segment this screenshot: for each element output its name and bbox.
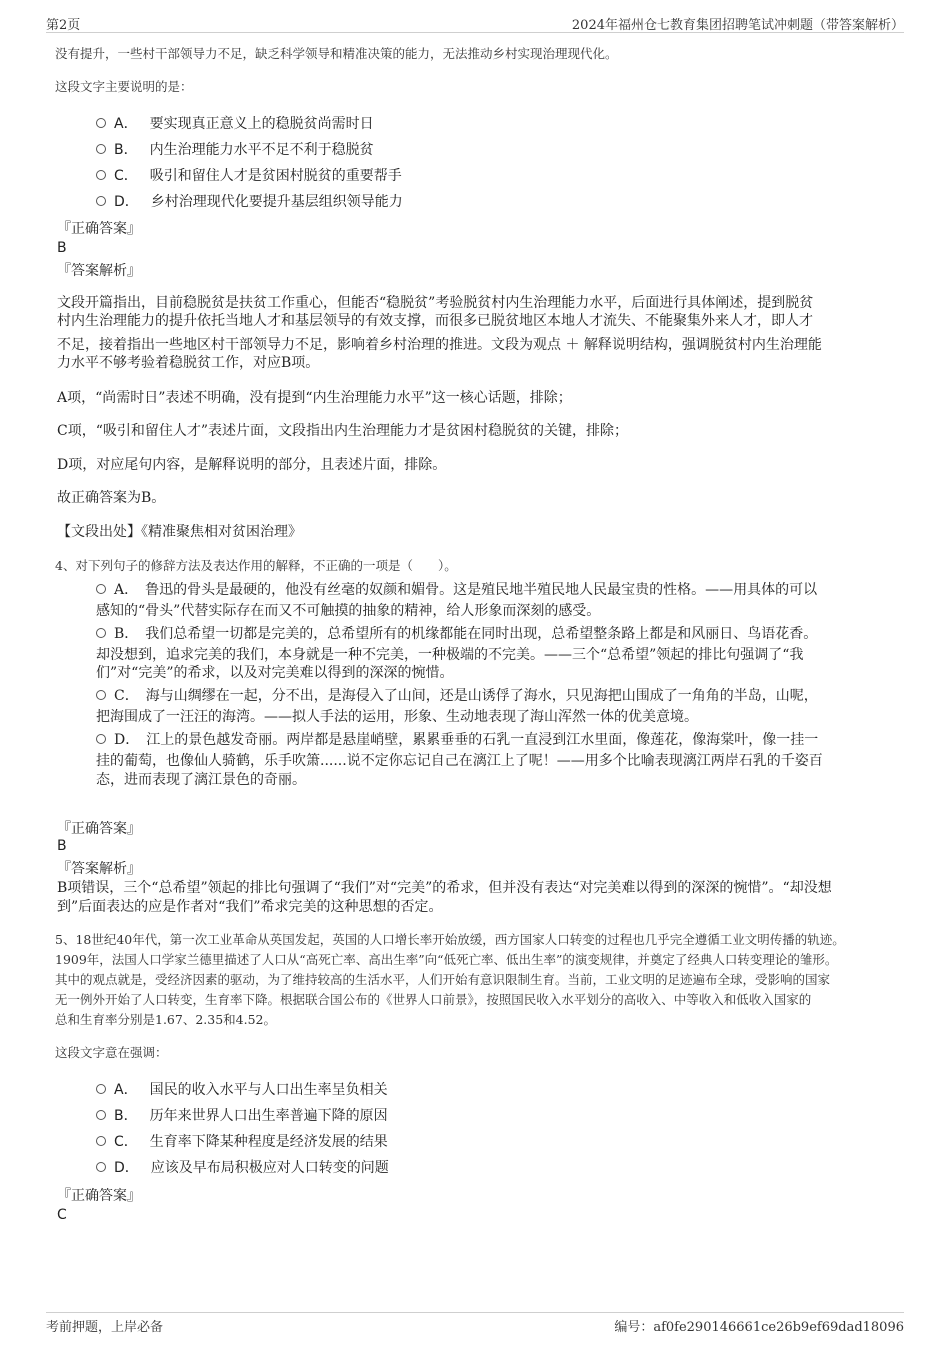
q3-option-d[interactable]: D． 乡村治理现代化要提升基层组织领导能力	[96, 192, 403, 213]
q3-option-c[interactable]: C． 吸引和留住人才是贫困村脱贫的重要帮手	[96, 166, 402, 187]
q5-option-a[interactable]: A． 国民的收入水平与人口出生率呈负相关	[96, 1080, 388, 1101]
q4-option-c-line2: 把海围成了一汪汪的海湾。——拟人手法的运用，形象、生动地表现了海山浑然一体的优美意境。	[96, 709, 698, 725]
q4-option-a[interactable]: A． 鲁迅的骨头是最硬的，他没有丝毫的奴颜和媚骨。这是殖民地半殖民地人民最宝贵的性格。——用具体的可以	[96, 580, 896, 601]
q4-option-b-line3: 们”对“完美”的希求，以及对完美难以得到的深深的惋惜。	[96, 665, 454, 681]
radio-icon[interactable]	[96, 170, 106, 180]
q4-option-d[interactable]: D． 江上的景色越发奇丽。两岸都是悬崖峭壁，累累垂垂的石乳一直浸到江水里面，像莲花，像海棠叶，像一挂一	[96, 730, 896, 751]
q4-option-a-line2: 感知的“骨头”代替实际存在而又不可触摸的抽象的精神，给人形象而深刻的感受。	[96, 603, 601, 619]
analysis-conclusion: 故正确答案为B。	[57, 490, 166, 506]
passage-source: 【文段出处】《精准聚焦相对贫困治理》	[57, 524, 302, 540]
page-number: 第2页	[46, 18, 81, 33]
page-footer	[46, 1312, 904, 1335]
analysis-option-a: A项，“尚需时日”表述不明确，没有提到“内生治理能力水平”这一核心话题，排除；	[57, 390, 572, 406]
q4-option-b[interactable]: B． 我们总希望一切都是完美的，总希望所有的机缘都能在同时出现，总希望整条路上都是和风丽日、鸟语花香。	[96, 624, 896, 645]
answer-value: B	[57, 838, 67, 854]
radio-icon[interactable]	[96, 1110, 106, 1120]
question-prompt: 这段文字主要说明的是：	[55, 79, 193, 94]
question-prompt: 这段文字意在强调：	[55, 1045, 168, 1060]
question-stem-line: 无一例外开始了人口转变，生育率下降。根据联合国公布的《世界人口前景》，按照国民收入水平划分的高收入、中等收入和低收入国家的	[55, 992, 812, 1007]
q4-option-c[interactable]: C． 海与山绸缪在一起，分不出，是海侵入了山间，还是山诱俘了海水，只见海把山围成了一角角的半岛，山呢，	[96, 686, 896, 707]
analysis-label: 『答案解析』	[57, 263, 141, 279]
document-code: 编号：af0fe290146661ce26b9ef69dad18096	[614, 1320, 904, 1335]
answer-value: C	[57, 1207, 67, 1223]
radio-icon[interactable]	[96, 584, 106, 594]
radio-icon[interactable]	[96, 1162, 106, 1172]
analysis-label: 『答案解析』	[57, 861, 141, 877]
question-stem-line: 其中的观点就是，受经济因素的驱动，为了维持较高的生活水平，人们开始有意识限制生育。当前，工业文明的足迹遍布全球，受影响的国家	[55, 972, 831, 987]
answer-label: 『正确答案』	[57, 221, 141, 237]
analysis-line: 文段开篇指出，目前稳脱贫是扶贫工作重心，但能否“稳脱贫”考验脱贫村内生治理能力水平，后面进行具体阐述，提到脱贫	[57, 295, 814, 311]
question-stem: 4、对下列句子的修辞方法及表达作用的解释，不正确的一项是（ ）。	[55, 558, 457, 573]
document-title: 2024年福州仓七教育集团招聘笔试冲刺题（带答案解析）	[571, 18, 904, 33]
answer-value: B	[57, 240, 67, 256]
q4-option-d-line2: 挂的葡萄，也像仙人骑鹤，乐手吹箫......说不定你忘记自己在漓江上了呢！——用多个比喻表现漓江两岸石乳的千姿百	[96, 753, 823, 769]
q4-option-b-line2: 却没想到，追求完美的我们，本身就是一种不完美，一种极端的不完美。——三个“总希望”领起的排比句强调了“我	[96, 647, 804, 663]
analysis-option-c: C项，“吸引和留住人才”表述片面，文段指出内生治理能力才是贫困村稳脱贫的关键，排除；	[57, 423, 629, 439]
question-stem-line: 总和生育率分别是1.67、2.35和4.52。	[55, 1012, 276, 1027]
question-stem-line: 5、18世纪40年代，第一次工业革命从英国发起，英国的人口增长率开始放缓，西方国家人口转变的过程也几乎完全遵循工业文明传播的轨迹。	[55, 932, 845, 947]
answer-label: 『正确答案』	[57, 1188, 141, 1204]
analysis-line: B项错误，三个“总希望”领起的排比句强调了“我们”对“完美”的希求，但并没有表达“对完美难以得到的深深的惋惜”。“却没想	[57, 880, 832, 896]
page-header	[46, 14, 904, 33]
radio-icon[interactable]	[96, 734, 106, 744]
radio-icon[interactable]	[96, 1084, 106, 1094]
q5-option-b[interactable]: B． 历年来世界人口出生率普遍下降的原因	[96, 1106, 388, 1127]
radio-icon[interactable]	[96, 144, 106, 154]
question-stem-line: 1909年，法国人口学家兰德里描述了人口从“高死亡率、高出生率”向“低死亡率、低出生率”的演变规律，并奠定了经典人口转变理论的雏形。	[55, 952, 838, 967]
answer-label: 『正确答案』	[57, 821, 141, 837]
radio-icon[interactable]	[96, 118, 106, 128]
radio-icon[interactable]	[96, 628, 106, 638]
radio-icon[interactable]	[96, 196, 106, 206]
analysis-line: 村内生治理能力的提升依托当地人才和基层领导的有效支撑，而很多已脱贫地区本地人才流失、不能聚集外来人才，即人才	[57, 313, 813, 329]
radio-icon[interactable]	[96, 690, 106, 700]
passage-tail: 没有提升，一些村干部领导力不足，缺乏科学领导和精准决策的能力，无法推动乡村实现治理现代化。	[55, 46, 618, 61]
analysis-line: 不足，接着指出一些地区村干部领导力不足，影响着乡村治理的推进。文段为观点 ＋ 解释说明结构，强调脱贫村内生治理能	[57, 337, 822, 353]
analysis-line: 力水平不够考验着稳脱贫工作，对应B项。	[57, 355, 320, 371]
radio-icon[interactable]	[96, 1136, 106, 1146]
q5-option-d[interactable]: D． 应该及早布局积极应对人口转变的问题	[96, 1158, 389, 1179]
analysis-line: 到”后面表达的应是作者对“我们”希求完美的这种思想的否定。	[57, 899, 443, 915]
analysis-option-d: D项，对应尾句内容，是解释说明的部分，且表述片面，排除。	[57, 457, 447, 473]
q4-option-d-line3: 态，进而表现了漓江景色的奇丽。	[96, 772, 306, 788]
footer-slogan: 考前押题，上岸必备	[46, 1320, 164, 1335]
q3-option-b[interactable]: B． 内生治理能力水平不足不利于稳脱贫	[96, 140, 374, 161]
q5-option-c[interactable]: C． 生育率下降某种程度是经济发展的结果	[96, 1132, 388, 1153]
q3-option-a[interactable]: A． 要实现真正意义上的稳脱贫尚需时日	[96, 114, 374, 135]
